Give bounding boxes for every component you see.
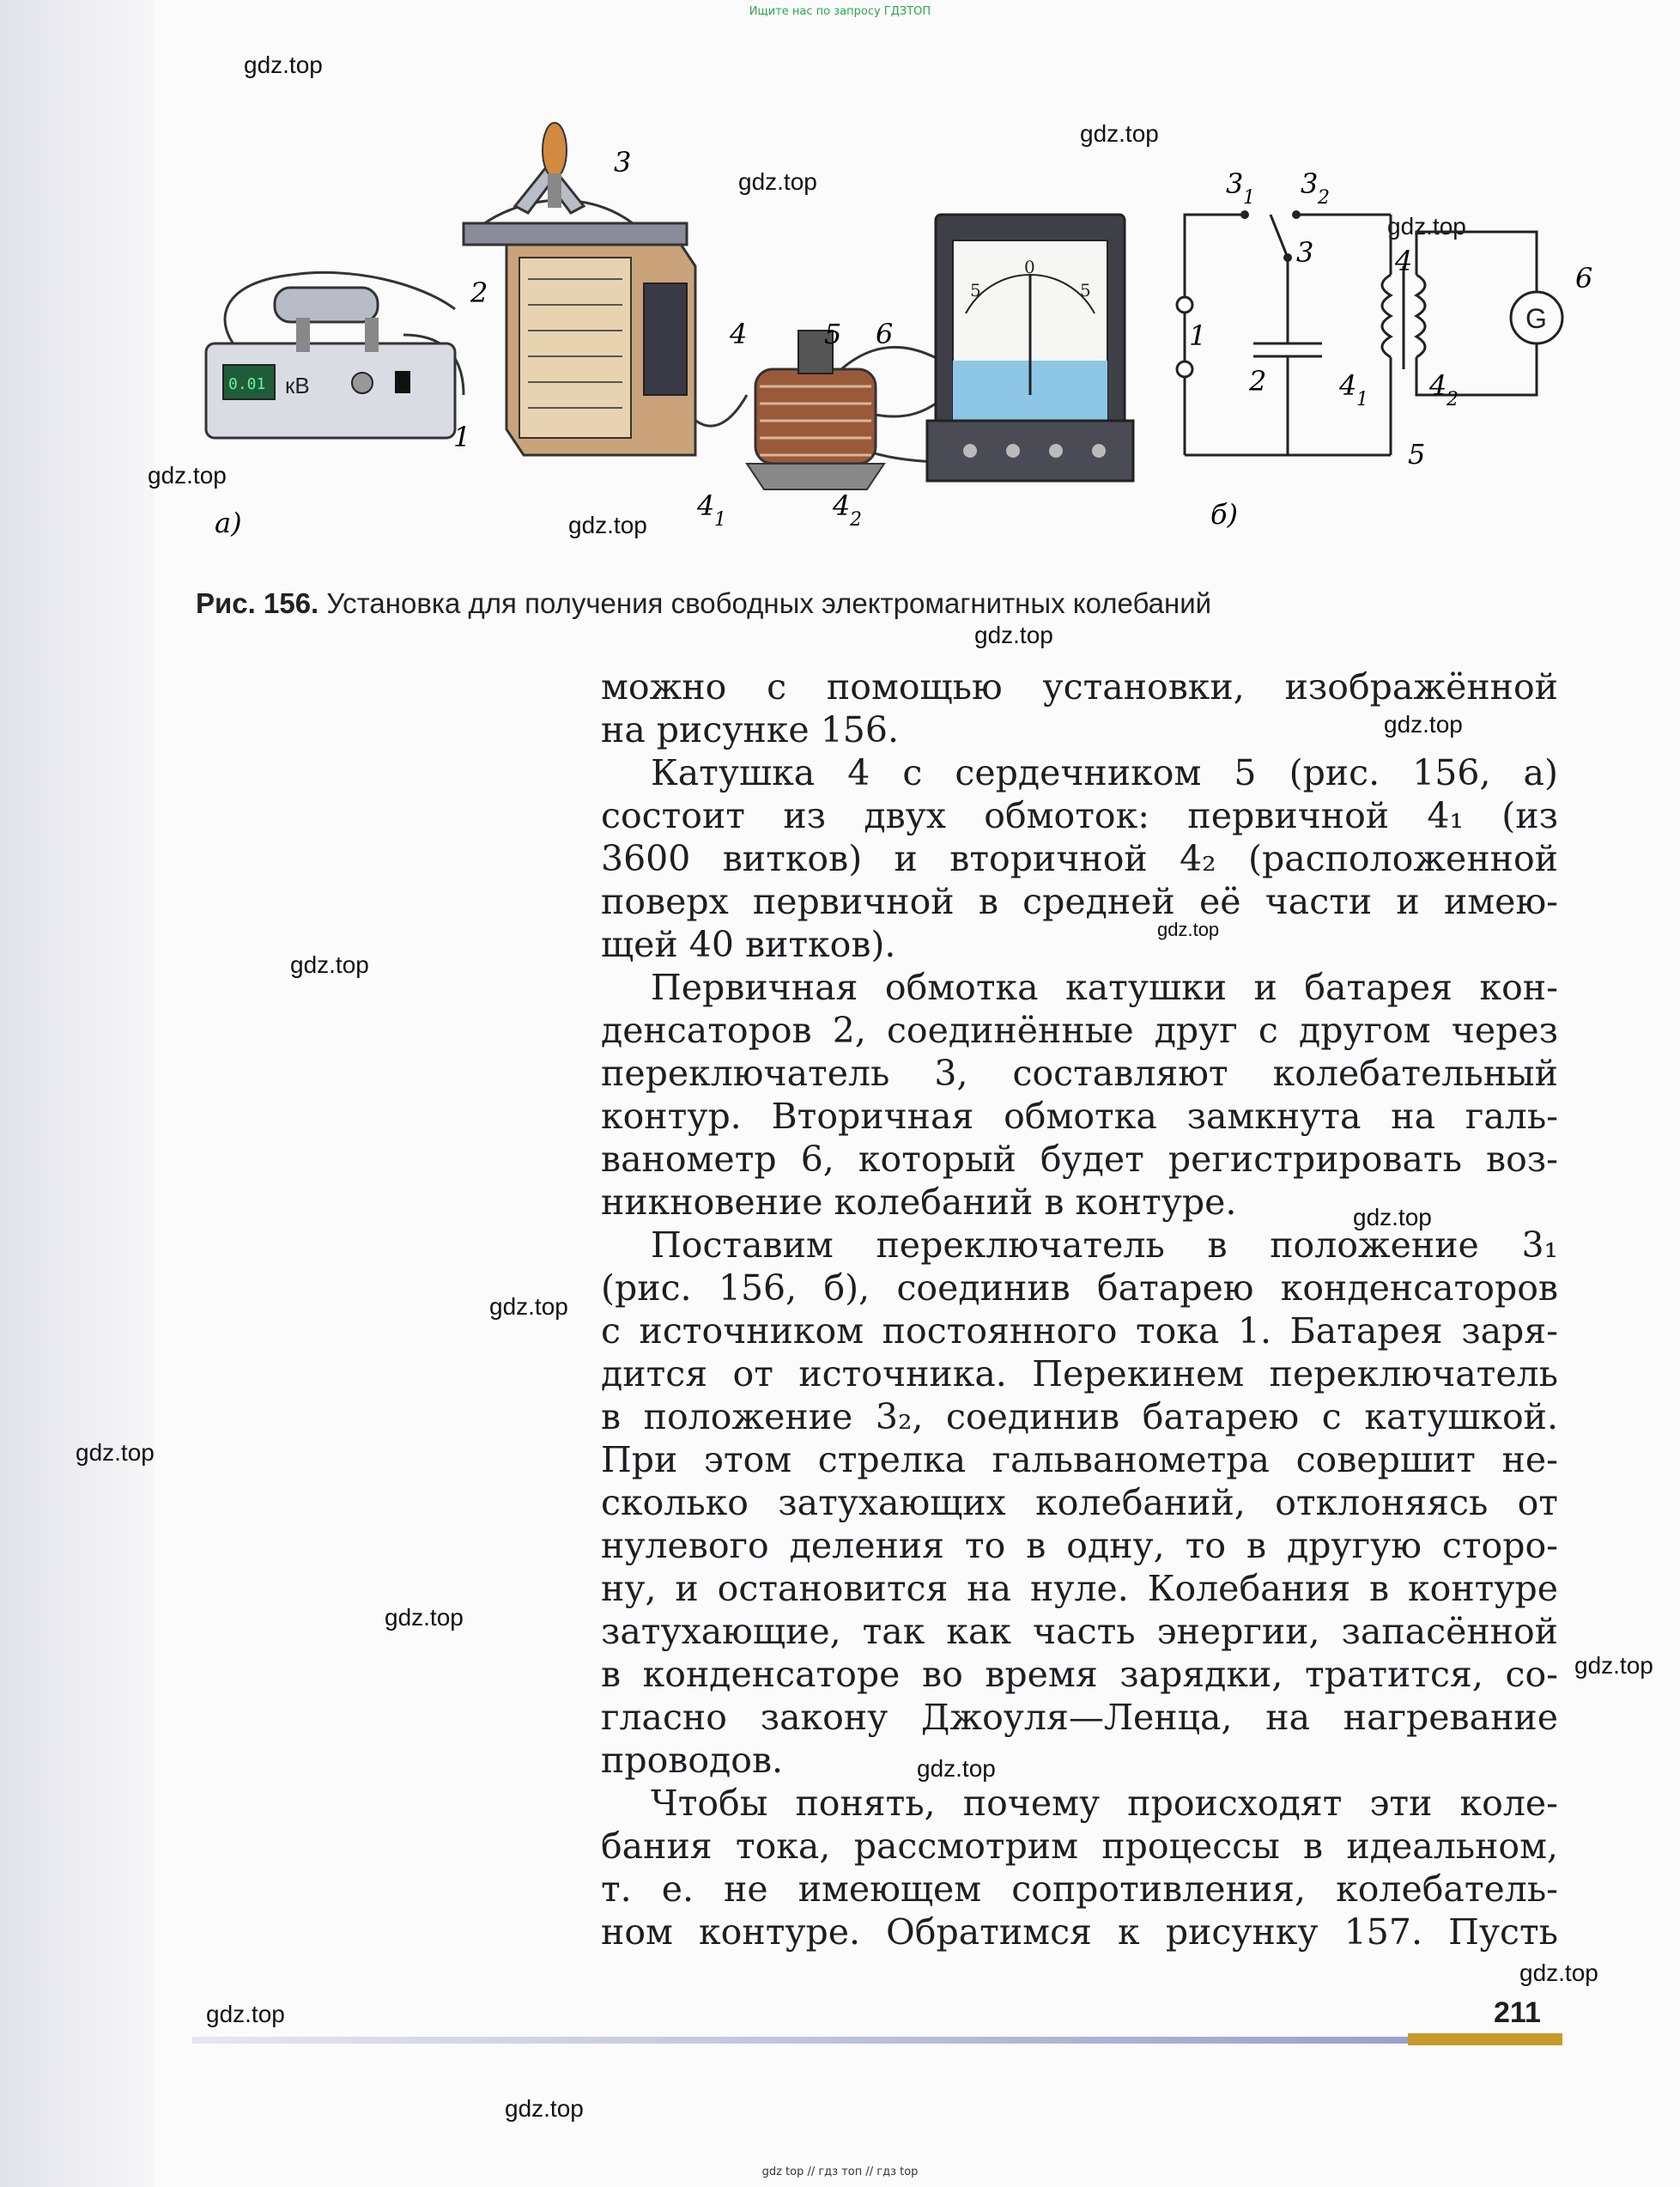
footer-rule [192,2037,1411,2044]
text-line: Первичная обмотка катушки и батарея кон- [651,967,1558,1008]
schematic-label-4-2-sub: 2 [1446,389,1459,410]
watermark: gdz.top [505,2095,584,2122]
text-line: ну, и остановится на нуле. Колебания в контуре [601,1568,1558,1609]
capacitor-battery [464,123,695,455]
schematic-label-4-1: 4 [1339,369,1357,402]
text-line: ванометр 6, который будет регистрировать воз- [601,1139,1558,1180]
schematic-label-4: 4 [1395,245,1413,277]
text-line: Поставим переключатель в положение 3₁ [651,1224,1558,1266]
scale-label-left: 5 [970,280,981,301]
part-b-label: б) [1210,498,1239,531]
watermark: gdz.top [206,2001,285,2027]
watermark: gdz.top [385,1604,464,1631]
text-line: переключатель 3, составляют колебательный [601,1053,1558,1094]
text-line: сколько затухающих колебаний, отклоняясь от [601,1482,1558,1523]
footer-note: gdz top // гдз топ // гдз top [761,2166,919,2178]
circuit-schematic [1177,215,1562,455]
schematic-label-6: 6 [1575,262,1593,295]
watermark: gdz.top [1080,120,1159,147]
text-line: При этом стрелка гальванометра совершит не- [601,1439,1558,1480]
schematic-label-5: 5 [1408,438,1426,471]
label-5: 5 [824,318,842,350]
text-line: (рис. 156, б), соединив батарею конденсаторов [601,1267,1558,1309]
source-unit: кВ [285,373,310,398]
label-6: 6 [876,318,894,350]
label-1: 1 [453,421,471,453]
watermark: gdz.top [974,622,1053,648]
caption-text: Установка для получения свободных электромагнитных колебаний [318,587,1212,619]
scale-label-right: 5 [1080,280,1091,301]
part-a-label: а) [215,507,242,539]
watermark: gdz.top [1574,1652,1653,1679]
watermark: gdz.top [568,512,647,538]
schematic-label-3: 3 [1296,236,1314,269]
text-line: в конденсаторе во время зарядки, тратится, со- [601,1654,1558,1695]
watermark: gdz.top [1387,213,1466,240]
figure-caption [196,587,1211,620]
paragraph-3 [601,1224,1558,1782]
label-3: 3 [614,146,632,179]
watermark: gdz.top [1519,1959,1598,1986]
label-4-2: 4 [833,489,851,522]
label-4-1: 4 [697,489,715,522]
text-line: на рисунке 156. [601,709,899,750]
galvanometer [927,215,1133,481]
schematic-label-4-1-sub: 1 [1356,389,1368,410]
watermark: gdz.top [1384,711,1463,738]
text-line: 3600 витков) и вторичной 4₂ (расположенной [601,838,1558,879]
text-line: контур. Вторичная обмотка замкнута на галь- [601,1096,1558,1137]
schematic-label-1: 1 [1189,319,1207,352]
footer-accent [1408,2033,1562,2045]
text-line: ном контуре. Обратимся к рисунку 157. Пусть [601,1911,1558,1953]
page-number: 211 [1494,1996,1541,2029]
text-line: бания тока, рассмотрим процессы в идеальном, [601,1826,1558,1867]
watermark: gdz.top [738,168,817,195]
body-text [601,665,1558,1953]
label-2: 2 [470,276,488,309]
text-line: поверх первичной в средней её части и имею- [601,881,1558,922]
paragraph-2 [601,966,1558,1224]
paragraph-0 [601,665,1558,751]
label-4-1-sub: 1 [714,509,726,531]
watermark: gdz.top [917,1755,996,1782]
power-source [206,288,455,438]
text-line: в положение 3₂, соединив батарею с катушкой. [601,1396,1558,1437]
text-line: с источником постоянного тока 1. Батарея заря- [601,1310,1558,1352]
watermark: gdz.top [1353,1204,1432,1230]
text-line: денсаторов 2, соединённые друг с другом через [601,1010,1558,1051]
text-line: затухающие, так как часть энергии, запасённой [601,1611,1558,1652]
schematic-label-4-2: 4 [1429,369,1447,402]
text-line: т. е. не имеющем сопротивления, колебатель- [601,1868,1558,1910]
text-line: можно с помощью установки, изображённой [601,666,1558,708]
text-line: состоит из двух обмоток: первичной 4₁ (из [601,795,1558,836]
watermark: gdz.top [244,52,323,78]
paragraph-4 [601,1782,1558,1953]
figure-156 [180,112,1593,592]
text-line: Чтобы понять, почему происходят эти коле- [651,1783,1558,1824]
scale-label-zero: 0 [1024,257,1035,277]
label-3-1-sub: 1 [1243,187,1255,209]
schematic-label-2: 2 [1249,365,1267,398]
watermark: gdz.top [1157,919,1220,940]
watermark: gdz.top [148,462,227,489]
label-3-2: 3 [1301,167,1319,200]
text-line: проводов. [601,1740,784,1781]
caption-number: Рис. 156. [196,587,319,619]
text-line: Катушка 4 с сердечником 5 (рис. 156, а) [651,752,1558,793]
header-note: Ищите нас по запросу ГДЗТОП [749,5,931,18]
label-4: 4 [730,318,748,350]
watermark: gdz.top [489,1293,568,1320]
label-3-2-sub: 2 [1318,187,1330,209]
page-shadow [0,0,155,2187]
text-line: гласно закону Джоуля—Ленца, на нагревание [601,1697,1558,1738]
label-3-1: 3 [1226,167,1244,200]
watermark: gdz.top [76,1439,155,1466]
paragraph-1 [601,751,1558,966]
watermark: gdz.top [290,951,369,978]
text-line: нулевого деления то в одну, то в другую сторо- [601,1525,1558,1566]
galvanometer-symbol: G [1525,303,1547,334]
text-line: никновение колебаний в контуре. [601,1182,1237,1223]
text-line: щей 40 витков). [601,924,896,965]
source-display: 0.01 [228,375,266,393]
label-4-2-sub: 2 [850,509,862,531]
text-line: дится от источника. Перекинем переключатель [601,1353,1558,1394]
